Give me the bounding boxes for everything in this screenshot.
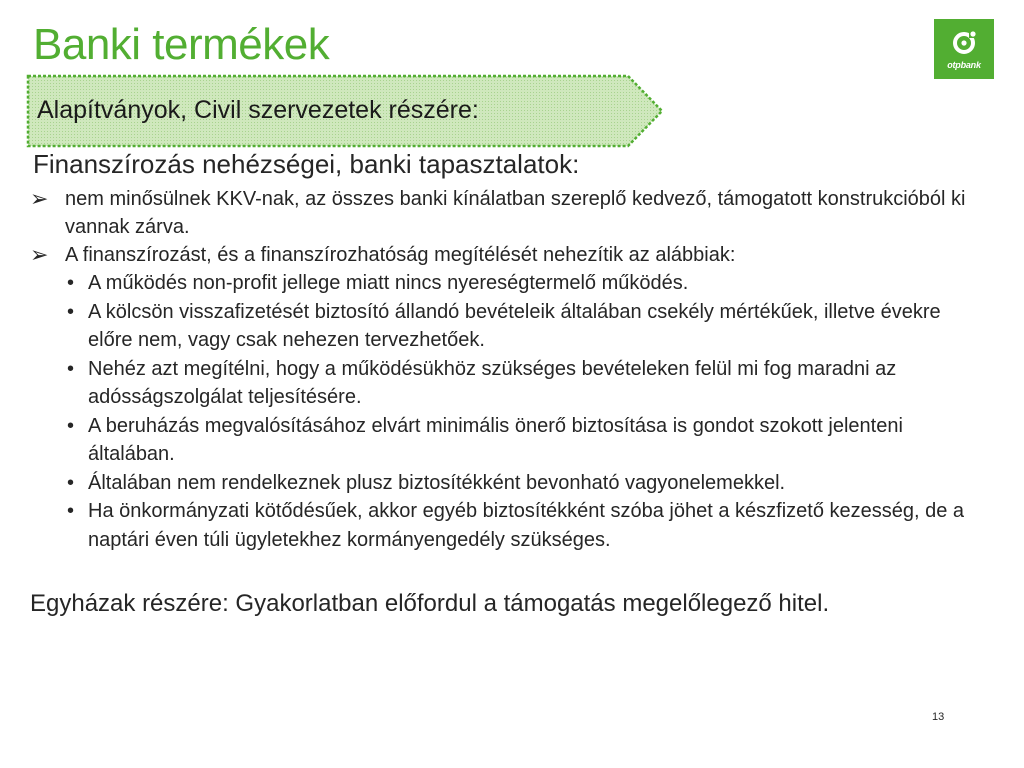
sub-bullet-text: Nehéz azt megítélni, hogy a működésükhöz szükséges bevételeken felül mi fog maradni az adósságszolgálat teljesítésére. <box>88 357 897 408</box>
sub-bullet-item <box>65 469 990 498</box>
bullet-item <box>30 241 990 554</box>
bullet-item <box>30 185 990 241</box>
otp-logo-icon <box>934 19 994 79</box>
dot-bullet-icon: • <box>67 414 75 437</box>
sub-bullet-list <box>65 269 990 554</box>
section-banner <box>26 74 666 148</box>
bullet-text: A finanszírozást, és a finanszírozhatóság megítélését nehezítik az alábbiak: <box>65 244 736 266</box>
sub-bullet-item <box>65 412 990 469</box>
arrow-bullet-icon: ➢ <box>30 186 49 211</box>
sub-bullet-text: A beruházás megvalósításához elvárt minimális önerő biztosítása is gondot szokott jelenteni általában. <box>88 414 903 465</box>
dot-bullet-icon: • <box>67 300 75 323</box>
bullet-text: nem minősülnek KKV-nak, az összes banki kínálatban szereplő kedvező, támogatott konstrukcióból ki vannak zárva. <box>65 188 966 238</box>
logo-wordmark: otpbank <box>947 60 981 70</box>
arrow-bullet-icon: ➢ <box>30 242 49 267</box>
otp-bank-logo <box>934 19 994 79</box>
sub-bullet-text: A működés non-profit jellege miatt nincs nyereségtermelő működés. <box>88 272 689 294</box>
bullet-list <box>30 185 990 554</box>
footer-statement: Egyházak részére: Gyakorlatban előfordul a támogatás megelőlegező hitel. <box>30 590 830 617</box>
sub-bullet-text: A kölcsön visszafizetését biztosító állandó bevételeik általában csekély mértékűek, illetve évekre előre nem, vagy csak nehezen tervezhetőek. <box>88 300 941 351</box>
sub-bullet-item <box>65 355 990 412</box>
dot-bullet-icon: • <box>67 471 75 494</box>
sub-bullet-text: Általában nem rendelkeznek plusz biztosítékként bevonható vagyonelemekkel. <box>88 471 786 494</box>
dot-bullet-icon: • <box>67 357 75 380</box>
banner-label: Alapítványok, Civil szervezetek részére: <box>37 96 479 124</box>
sub-bullet-text: Ha önkormányzati kötődésűek, akkor egyéb biztosítékként szóba jöhet a készfizető kezesség, de a naptári éven túli ügyletekhez kormányengedély szükséges. <box>88 500 965 551</box>
page-number: 13 <box>932 711 945 723</box>
dot-bullet-icon: • <box>67 272 75 294</box>
sub-bullet-item <box>65 298 990 355</box>
dot-bullet-icon: • <box>67 500 75 522</box>
section-heading: Finanszírozás nehézségei, banki tapasztalatok: <box>33 149 580 179</box>
slide-title: Banki termékek <box>33 20 330 69</box>
sub-bullet-item <box>65 269 990 298</box>
sub-bullet-item <box>65 497 990 554</box>
